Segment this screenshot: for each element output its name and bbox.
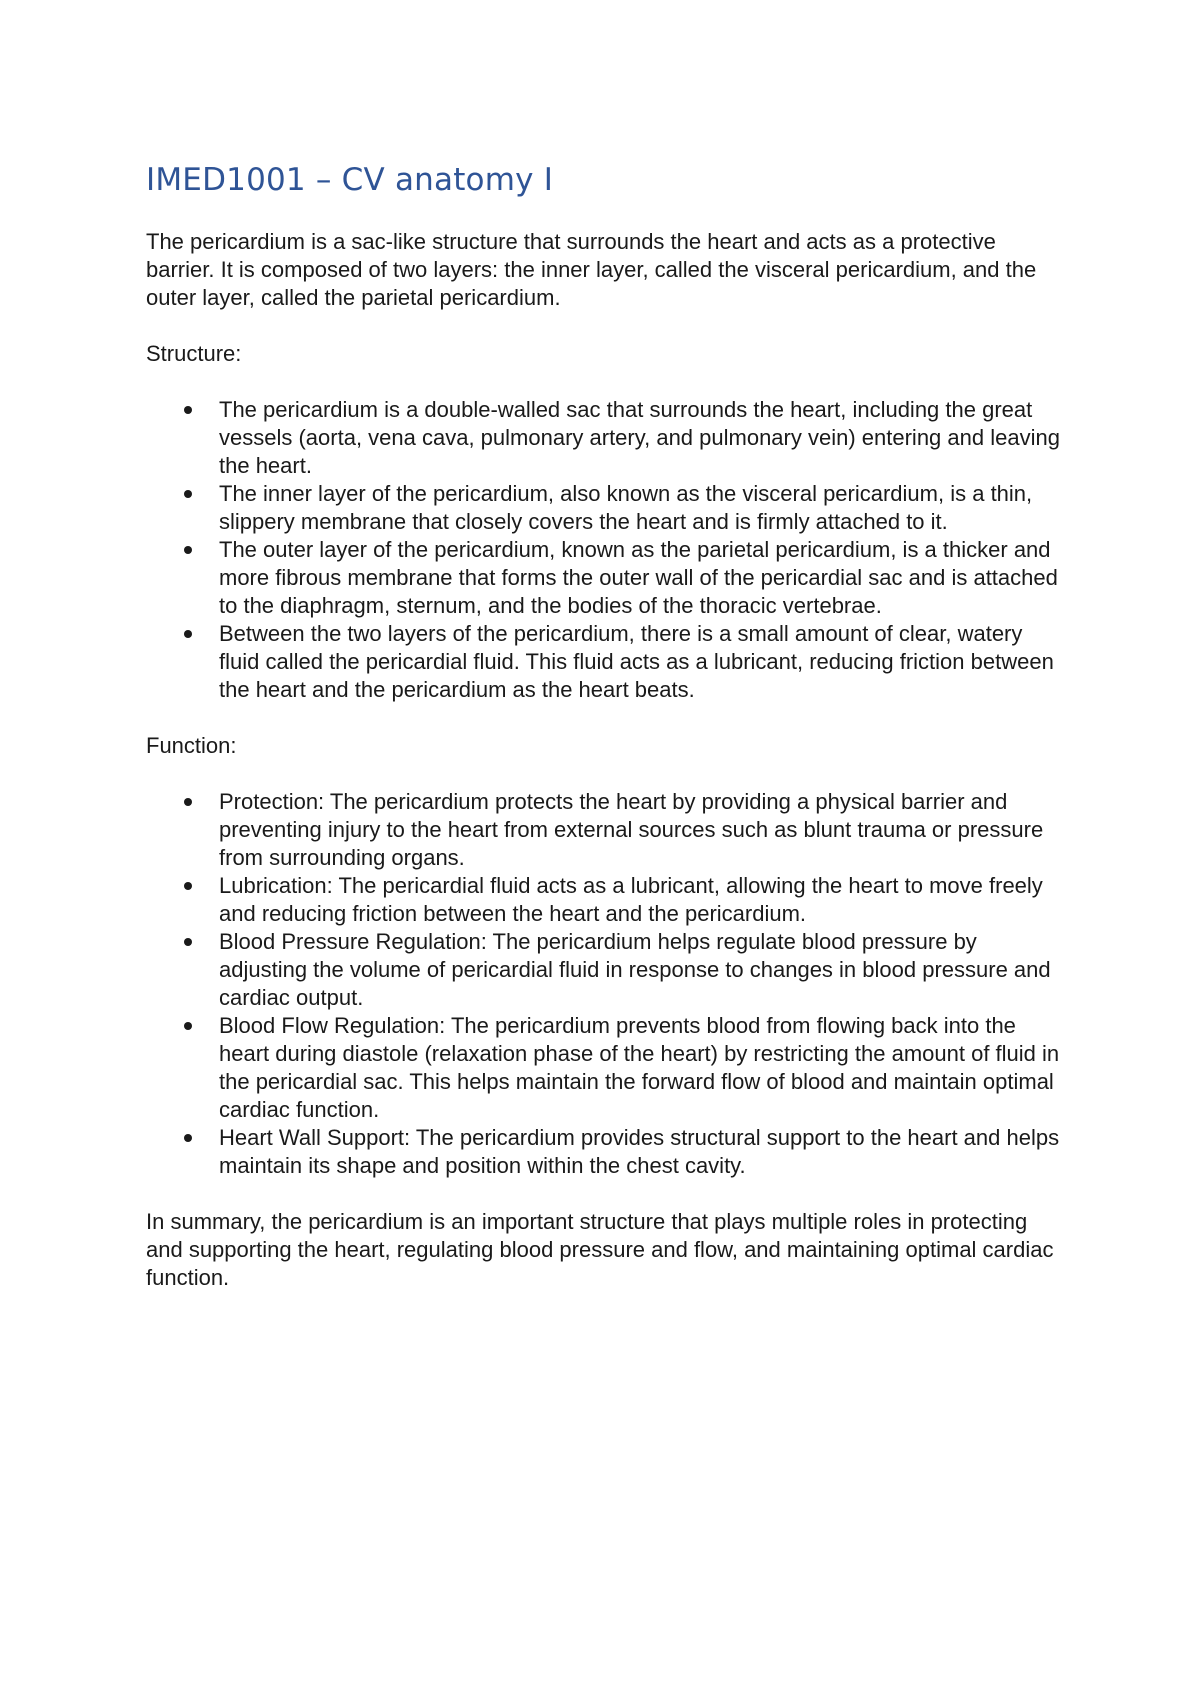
list-item-text: The inner layer of the pericardium, also known as the visceral pericardium, is a thin, slippery membrane that closely covers the heart and is firmly attached to it.	[219, 481, 1033, 534]
bullet-icon	[184, 630, 192, 638]
list-item	[219, 1012, 1066, 1124]
structure-heading: Structure:	[146, 341, 242, 366]
list-item	[219, 620, 1066, 704]
function-heading: Function:	[146, 733, 237, 758]
bullet-icon	[184, 406, 192, 414]
list-item-text: The outer layer of the pericardium, known as the parietal pericardium, is a thicker and more fibrous membrane that forms the outer wall of the pericardial sac and is attached to the diaphragm, sternum, and the bodies of the thoracic vertebrae.	[219, 537, 1058, 618]
list-item-text: Lubrication: The pericardial fluid acts as a lubricant, allowing the heart to move freely and reducing friction between the heart and the pericardium.	[219, 873, 1043, 926]
list-item	[219, 928, 1066, 1012]
list-item	[219, 480, 1066, 536]
summary-paragraph: In summary, the pericardium is an important structure that plays multiple roles in protecting and supporting the heart, regulating blood pressure and flow, and maintaining optimal cardiac function.	[146, 1209, 1054, 1290]
list-item-text: Between the two layers of the pericardium, there is a small amount of clear, watery fluid called the pericardial fluid. This fluid acts as a lubricant, reducing friction between the heart and the pericardium as the heart beats.	[219, 621, 1054, 702]
list-item-text: Heart Wall Support: The pericardium provides structural support to the heart and helps maintain its shape and position within the chest cavity.	[219, 1125, 1060, 1178]
list-item	[219, 872, 1066, 928]
list-item	[219, 536, 1066, 620]
list-item	[219, 1124, 1066, 1180]
list-item	[219, 396, 1066, 480]
function-list	[146, 788, 1066, 1180]
document-body	[146, 160, 1066, 1320]
bullet-icon	[184, 1022, 192, 1030]
list-item-text: Blood Pressure Regulation: The pericardium helps regulate blood pressure by adjusting the volume of pericardial fluid in response to changes in blood pressure and cardiac output.	[219, 929, 1051, 1010]
list-item	[219, 788, 1066, 872]
bullet-icon	[184, 1134, 192, 1142]
intro-paragraph: The pericardium is a sac-like structure that surrounds the heart and acts as a protective barrier. It is composed of two layers: the inner layer, called the visceral pericardium, and the outer layer, called the parietal pericardium.	[146, 229, 1037, 310]
bullet-icon	[184, 798, 192, 806]
bullet-icon	[184, 882, 192, 890]
list-item-text: Blood Flow Regulation: The pericardium prevents blood from flowing back into the heart during diastole (relaxation phase of the heart) by restricting the amount of fluid in the pericardial sac. This helps maintain the forward flow of blood and maintain optimal cardiac function.	[219, 1013, 1060, 1122]
list-item-text: Protection: The pericardium protects the heart by providing a physical barrier and preventing injury to the heart from external sources such as blunt trauma or pressure from surrounding organs.	[219, 789, 1044, 870]
list-item-text: The pericardium is a double-walled sac that surrounds the heart, including the great vessels (aorta, vena cava, pulmonary artery, and pulmonary vein) entering and leaving the heart.	[219, 397, 1060, 478]
bullet-icon	[184, 490, 192, 498]
document-title: IMED1001 – CV anatomy I	[146, 162, 554, 198]
structure-list	[146, 396, 1066, 704]
bullet-icon	[184, 546, 192, 554]
bullet-icon	[184, 938, 192, 946]
